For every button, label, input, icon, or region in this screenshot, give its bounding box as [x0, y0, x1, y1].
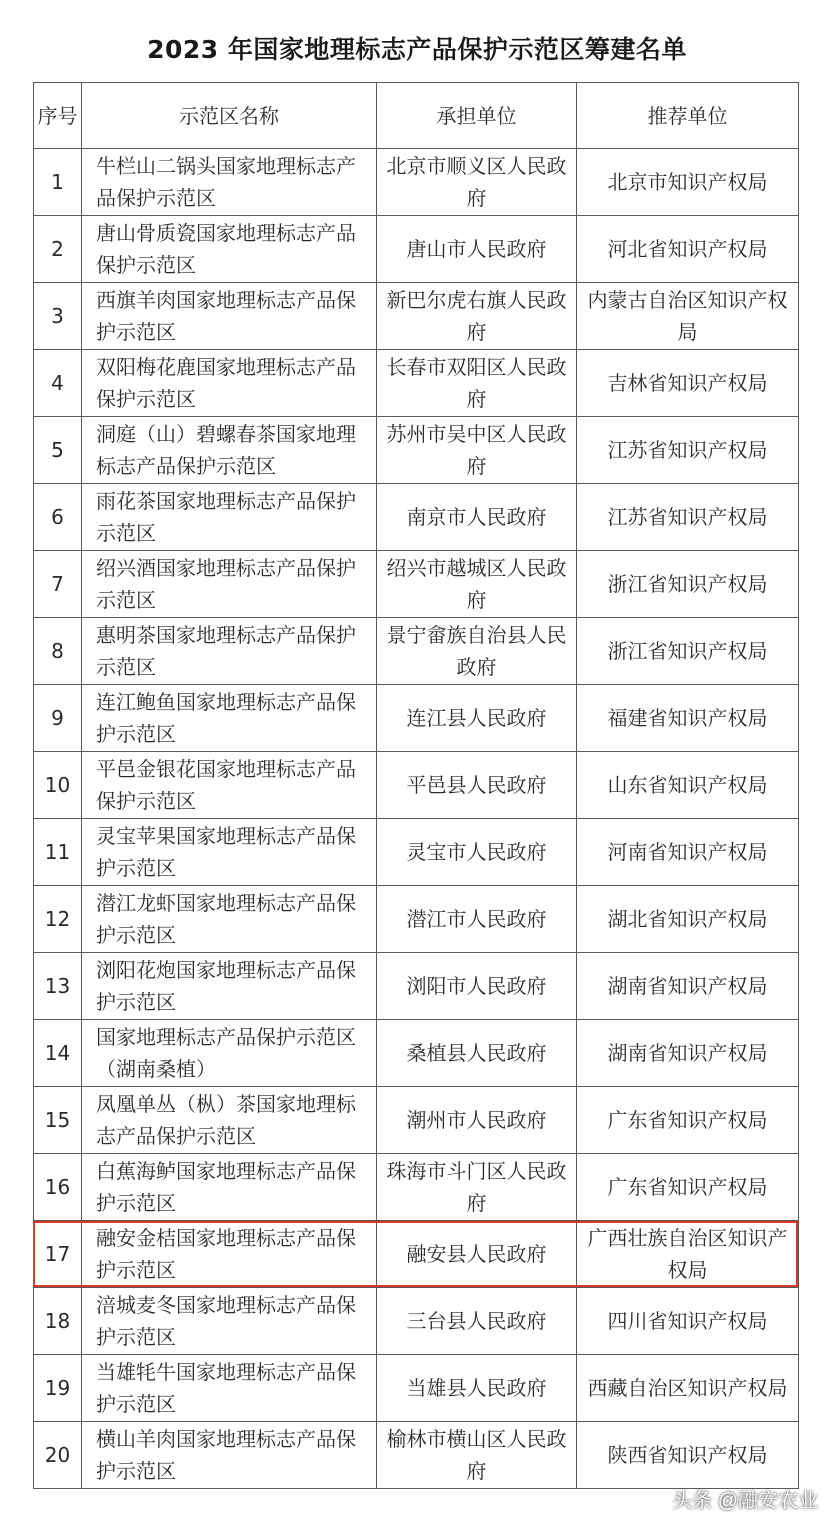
cell-undertaking-unit: 潜江市人民政府 — [377, 886, 577, 953]
cell-recommending-unit: 福建省知识产权局 — [577, 685, 799, 752]
table-row — [34, 484, 799, 551]
cell-recommending-unit: 内蒙古自治区知识产权局 — [577, 283, 799, 350]
cell-undertaking-unit: 新巴尔虎右旗人民政府 — [377, 283, 577, 350]
table-row — [34, 1020, 799, 1087]
cell-num: 4 — [34, 350, 82, 417]
table-row — [34, 1154, 799, 1221]
cell-num: 11 — [34, 819, 82, 886]
cell-num: 10 — [34, 752, 82, 819]
cell-num: 6 — [34, 484, 82, 551]
cell-zone-name: 牛栏山二锅头国家地理标志产品保护示范区 — [82, 149, 377, 216]
cell-zone-name: 连江鲍鱼国家地理标志产品保护示范区 — [82, 685, 377, 752]
table-row — [34, 551, 799, 618]
cell-recommending-unit: 湖南省知识产权局 — [577, 1020, 799, 1087]
cell-undertaking-unit: 潮州市人民政府 — [377, 1087, 577, 1154]
cell-num: 8 — [34, 618, 82, 685]
cell-num: 1 — [34, 149, 82, 216]
cell-num: 9 — [34, 685, 82, 752]
cell-num: 12 — [34, 886, 82, 953]
cell-recommending-unit: 湖北省知识产权局 — [577, 886, 799, 953]
cell-undertaking-unit: 景宁畲族自治县人民政府 — [377, 618, 577, 685]
cell-recommending-unit: 西藏自治区知识产权局 — [577, 1355, 799, 1422]
cell-zone-name: 国家地理标志产品保护示范区（湖南桑植） — [82, 1020, 377, 1087]
cell-recommending-unit: 北京市知识产权局 — [577, 149, 799, 216]
cell-num: 16 — [34, 1154, 82, 1221]
cell-recommending-unit: 河南省知识产权局 — [577, 819, 799, 886]
cell-recommending-unit: 广东省知识产权局 — [577, 1154, 799, 1221]
cell-recommending-unit: 广东省知识产权局 — [577, 1087, 799, 1154]
cell-recommending-unit: 浙江省知识产权局 — [577, 618, 799, 685]
cell-num: 20 — [34, 1422, 82, 1489]
cell-undertaking-unit: 南京市人民政府 — [377, 484, 577, 551]
cell-undertaking-unit: 北京市顺义区人民政府 — [377, 149, 577, 216]
cell-num: 14 — [34, 1020, 82, 1087]
cell-num: 3 — [34, 283, 82, 350]
cell-undertaking-unit: 桑植县人民政府 — [377, 1020, 577, 1087]
cell-zone-name: 融安金桔国家地理标志产品保护示范区 — [82, 1221, 377, 1288]
watermark: 头条 @融安农业 — [672, 1490, 818, 1512]
cell-zone-name: 绍兴酒国家地理标志产品保护示范区 — [82, 551, 377, 618]
cell-undertaking-unit: 平邑县人民政府 — [377, 752, 577, 819]
cell-zone-name: 平邑金银花国家地理标志产品保护示范区 — [82, 752, 377, 819]
cell-zone-name: 凤凰单丛（枞）茶国家地理标志产品保护示范区 — [82, 1087, 377, 1154]
cell-num: 5 — [34, 417, 82, 484]
cell-undertaking-unit: 绍兴市越城区人民政府 — [377, 551, 577, 618]
cell-undertaking-unit: 当雄县人民政府 — [377, 1355, 577, 1422]
cell-undertaking-unit: 连江县人民政府 — [377, 685, 577, 752]
table-row — [34, 953, 799, 1020]
document-title: 2023 年国家地理标志产品保护示范区筹建名单 — [147, 35, 687, 64]
cell-zone-name: 白蕉海鲈国家地理标志产品保护示范区 — [82, 1154, 377, 1221]
table-row — [34, 1087, 799, 1154]
cell-recommending-unit: 江苏省知识产权局 — [577, 417, 799, 484]
cell-num: 17 — [34, 1221, 82, 1288]
cell-num: 19 — [34, 1355, 82, 1422]
cell-num: 13 — [34, 953, 82, 1020]
cell-undertaking-unit: 融安县人民政府 — [377, 1221, 577, 1288]
cell-recommending-unit: 广西壮族自治区知识产权局 — [577, 1221, 799, 1288]
cell-recommending-unit: 浙江省知识产权局 — [577, 551, 799, 618]
cell-undertaking-unit: 灵宝市人民政府 — [377, 819, 577, 886]
cell-zone-name: 潜江龙虾国家地理标志产品保护示范区 — [82, 886, 377, 953]
header-num: 序号 — [34, 83, 82, 149]
table-row — [34, 819, 799, 886]
table-body — [34, 149, 799, 1489]
cell-undertaking-unit: 唐山市人民政府 — [377, 216, 577, 283]
cell-undertaking-unit: 浏阳市人民政府 — [377, 953, 577, 1020]
table-row — [34, 886, 799, 953]
table-row — [34, 350, 799, 417]
cell-recommending-unit: 湖南省知识产权局 — [577, 953, 799, 1020]
cell-recommending-unit: 河北省知识产权局 — [577, 216, 799, 283]
header-unit: 承担单位 — [377, 83, 577, 149]
cell-zone-name: 唐山骨质瓷国家地理标志产品保护示范区 — [82, 216, 377, 283]
table-header-row — [34, 83, 799, 149]
cell-num: 18 — [34, 1288, 82, 1355]
cell-undertaking-unit: 苏州市吴中区人民政府 — [377, 417, 577, 484]
cell-undertaking-unit: 珠海市斗门区人民政府 — [377, 1154, 577, 1221]
cell-zone-name: 灵宝苹果国家地理标志产品保护示范区 — [82, 819, 377, 886]
cell-undertaking-unit: 榆林市横山区人民政府 — [377, 1422, 577, 1489]
header-name: 示范区名称 — [82, 83, 377, 149]
cell-undertaking-unit: 三台县人民政府 — [377, 1288, 577, 1355]
cell-recommending-unit: 四川省知识产权局 — [577, 1288, 799, 1355]
table-row — [34, 1221, 799, 1288]
table-row — [34, 1288, 799, 1355]
cell-zone-name: 双阳梅花鹿国家地理标志产品保护示范区 — [82, 350, 377, 417]
table-row — [34, 618, 799, 685]
table-row — [34, 283, 799, 350]
cell-zone-name: 西旗羊肉国家地理标志产品保护示范区 — [82, 283, 377, 350]
cell-zone-name: 洞庭（山）碧螺春茶国家地理标志产品保护示范区 — [82, 417, 377, 484]
table-row — [34, 216, 799, 283]
header-recommender: 推荐单位 — [577, 83, 799, 149]
cell-num: 2 — [34, 216, 82, 283]
cell-zone-name: 横山羊肉国家地理标志产品保护示范区 — [82, 1422, 377, 1489]
cell-recommending-unit: 吉林省知识产权局 — [577, 350, 799, 417]
table-row — [34, 417, 799, 484]
table-row — [34, 1355, 799, 1422]
cell-recommending-unit: 山东省知识产权局 — [577, 752, 799, 819]
cell-recommending-unit: 陕西省知识产权局 — [577, 1422, 799, 1489]
cell-zone-name: 当雄牦牛国家地理标志产品保护示范区 — [82, 1355, 377, 1422]
cell-zone-name: 惠明茶国家地理标志产品保护示范区 — [82, 618, 377, 685]
cell-zone-name: 涪城麦冬国家地理标志产品保护示范区 — [82, 1288, 377, 1355]
cell-undertaking-unit: 长春市双阳区人民政府 — [377, 350, 577, 417]
cell-num: 7 — [34, 551, 82, 618]
demonstration-zone-table — [33, 82, 799, 1489]
cell-zone-name: 雨花茶国家地理标志产品保护示范区 — [82, 484, 377, 551]
table-row — [34, 149, 799, 216]
table-row — [34, 685, 799, 752]
table-row — [34, 1422, 799, 1489]
cell-zone-name: 浏阳花炮国家地理标志产品保护示范区 — [82, 953, 377, 1020]
table-row — [34, 752, 799, 819]
cell-num: 15 — [34, 1087, 82, 1154]
cell-recommending-unit: 江苏省知识产权局 — [577, 484, 799, 551]
